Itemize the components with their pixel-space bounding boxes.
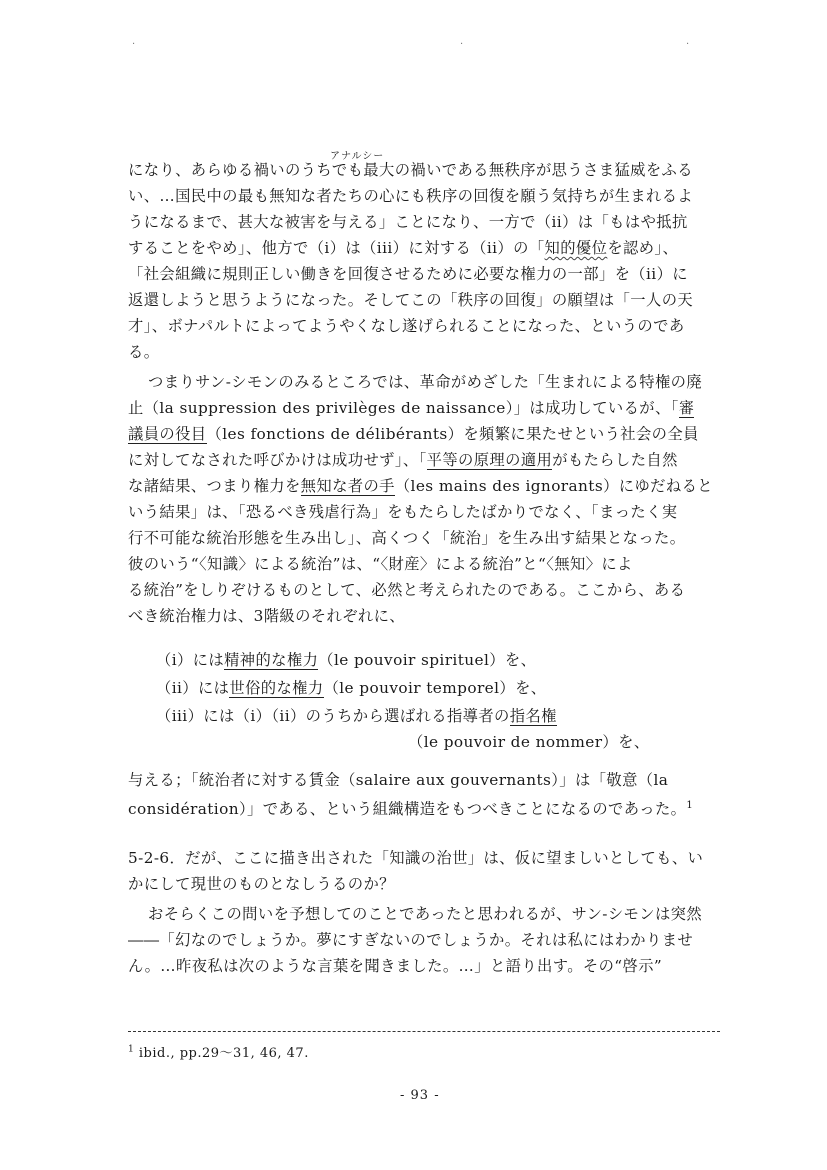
emphasis-underline: 無知な者の手: [300, 477, 395, 495]
body-line: い、…国民中の最も無知な者たちの心にも秩序の回復を願う気持ちが生まれるよ: [128, 187, 694, 205]
list-item-continuation: （le pouvoir de nommer）を、: [408, 733, 650, 751]
body-line: 彼のいう“〈知識〉による統治”は、“〈財産〉による統治”と“〈無知〉によ: [128, 555, 633, 573]
body-line: 与える；「統治者に対する賃金（salaire aux gouvernants）」は「敬意（la: [128, 771, 669, 789]
list-item: （iii）には（i）（ii）のうちから選ばれる指導者の指名権: [156, 707, 557, 725]
body-line: うになるまで、甚大な被害を与える」ことになり、一方で（ii）は「もはや抵抗: [128, 213, 688, 231]
scan-speck: .: [460, 36, 464, 47]
body-line: べき統治権力は、3階級のそれぞれに、: [128, 607, 405, 625]
footnote-divider: [128, 1031, 720, 1032]
emphasis-underline: 審: [678, 399, 695, 417]
body-line: かにして現世のものとなしうるのか？: [128, 875, 395, 893]
body-line: ん。…昨夜私は次のような言葉を聞きました。…」と語り出す。その“啓示”: [128, 957, 663, 975]
body-line: る。: [128, 343, 160, 361]
emphasis-underline: 世俗的な権力: [229, 679, 324, 697]
body-line: おそらくこの問いを予想してのことであったと思われるが、サン-シモンは突然: [148, 905, 703, 923]
body-line: いう結果」は、「恐るべき残虐行為」をもたらしたばかりでなく、「まったく実: [128, 503, 678, 521]
body-line: することをやめ」、他方で（i）は（iii）に対する（ii）の「知的優位を認め」、: [128, 239, 679, 257]
section-line: 5-2-6．だが、ここに描き出された「知識の治世」は、仮に望ましいとしても、い: [128, 849, 704, 867]
ruby-anarchie: アナルシー: [330, 151, 385, 162]
body-line: ――「幻なのでしょうか。夢にすぎないのでしょうか。それは私にはわかりませ: [128, 931, 694, 949]
footnote-text: ibid., pp.29～31, 46, 47.: [138, 1046, 309, 1061]
body-line: る統治”をしりぞけるものとして、必然と考えられたのである。ここから、ある: [128, 581, 686, 599]
body-line: な諸結果、つまり権力を無知な者の手（les mains des ignorants）にゆだねると: [128, 477, 713, 495]
body-line: 行不可能な統治形態を生み出し」、高くつく「統治」を生み出す結果となった。: [128, 529, 686, 547]
body-line: 才」、ボナパルトによってようやくなし遂げられることになった、というのであ: [128, 317, 685, 335]
footnote-reference[interactable]: 1: [686, 800, 694, 811]
body-line: になり、あらゆる禍いのうちでも最大の禍いである無秩序が思うさま猛威をふる: [128, 161, 693, 179]
list-item: （ii）には世俗的な権力（le pouvoir temporel）を、: [156, 679, 547, 697]
body-line: つまりサン-シモンのみるところでは、革命がめざした「生まれによる特権の廃: [148, 373, 703, 391]
footnote-number: 1: [128, 1044, 135, 1055]
body-line: 議員の役目（les fonctions de délibérants）を頻繁に果たせという社会の全員: [128, 425, 699, 443]
page-number: - 93 -: [400, 1088, 440, 1103]
list-item: （i）には精神的な権力（le pouvoir spirituel）を、: [156, 651, 537, 669]
emphasis-underline: 精神的な権力: [224, 651, 319, 669]
emphasis-underline: 議員の役目: [128, 425, 207, 443]
emphasis-underline: 指名権: [509, 707, 557, 725]
scan-speck: .: [686, 36, 690, 47]
body-line: に対してなされた呼びかけは成功せず」、「平等の原理の適用がもたらした自然: [128, 451, 678, 469]
body-line: 「社会組織に規則正しい働きを回復させるために必要な権力の一部」を（ii）に: [128, 265, 688, 283]
emphasis-wavy: 知的優位: [544, 239, 608, 257]
body-line: 返還しようと思うようになった。そしてこの「秩序の回復」の願望は「一人の天: [128, 291, 694, 309]
scan-speck: .: [132, 36, 136, 47]
body-line: considération）」である、という組織構造をもつべきことになるのであった。$^1$: [128, 800, 694, 819]
body-line: 止（la suppression des privilèges de naissance）」は成功しているが、「審: [128, 399, 695, 417]
footnote: [128, 1042, 309, 1061]
emphasis-underline: 平等の原理の適用: [426, 451, 553, 469]
